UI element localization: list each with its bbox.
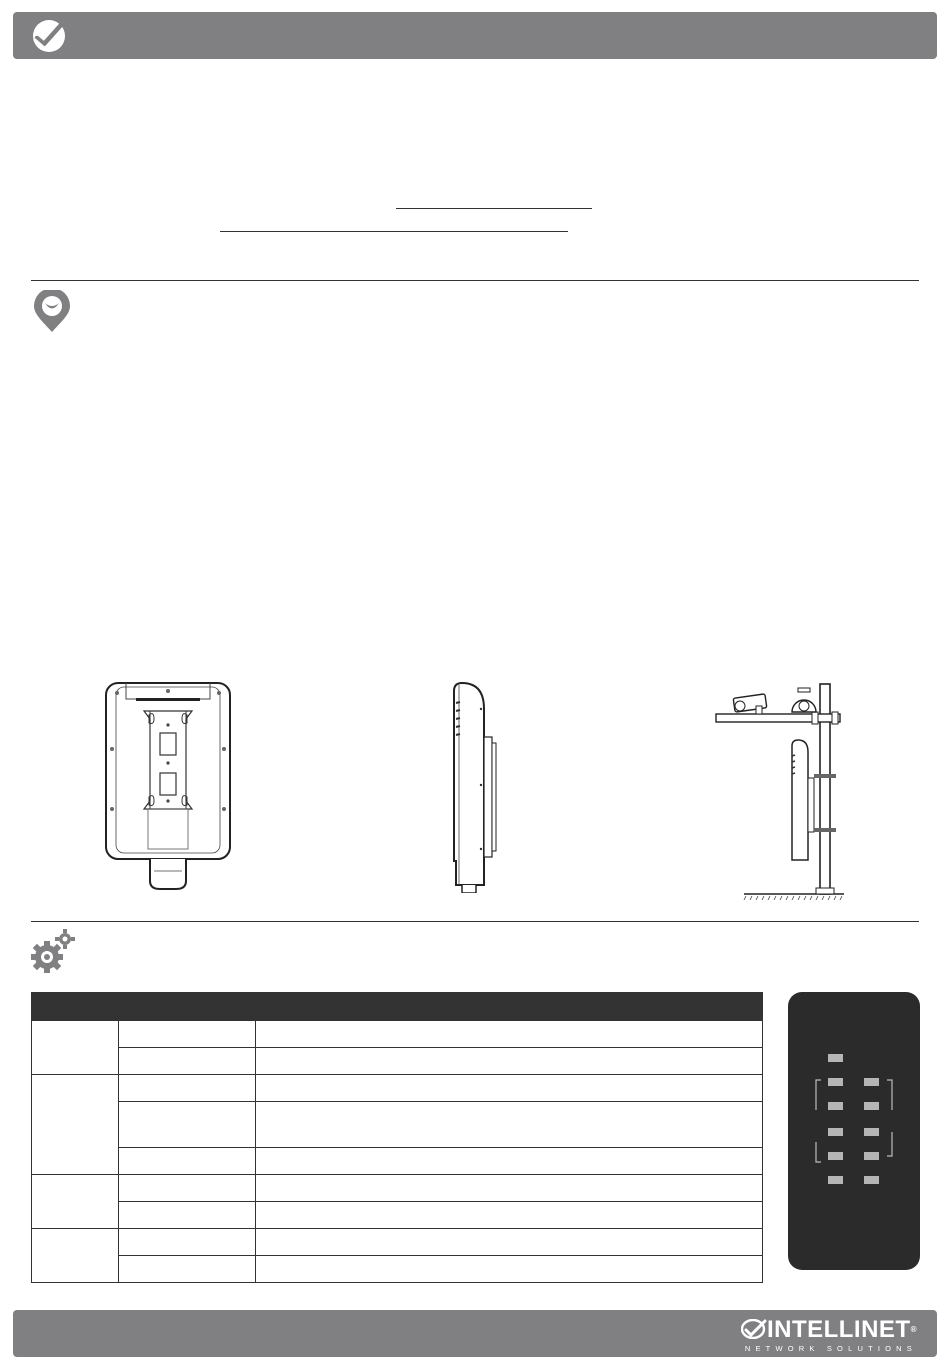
table-row [32,1048,763,1075]
table-row [32,1202,763,1229]
description-cell [256,1256,763,1283]
group-cell [32,1175,119,1229]
description-cell [256,1229,763,1256]
header-cell-description [256,993,763,1021]
status-cell [119,1021,256,1048]
led-panel-diagram [788,992,920,1270]
status-cell [119,1175,256,1202]
description-cell [256,1021,763,1048]
table-row [32,1075,763,1102]
header-cell-status [119,993,256,1021]
footer-bar [13,1310,937,1357]
table-row [32,1021,763,1048]
device-front-view [104,681,232,893]
group-cell [32,1075,119,1175]
table-row [32,1148,763,1175]
description-cell [256,1148,763,1175]
header-cell-led [32,993,119,1021]
status-cell [119,1075,256,1102]
status-cell [119,1256,256,1283]
status-cell [119,1048,256,1075]
status-cell [119,1202,256,1229]
device-side-view [448,681,500,893]
section-divider [31,921,919,922]
table-row [32,1102,763,1148]
map-pin-icon [31,290,73,339]
description-cell [256,1202,763,1229]
led-status-table [31,992,763,1283]
form-blank-line-2 [220,231,568,232]
description-cell [256,1048,763,1075]
group-cell [32,1021,119,1075]
status-cell [119,1148,256,1175]
description-cell [256,1175,763,1202]
description-cell [256,1102,763,1148]
table-row [32,1175,763,1202]
table-row [32,1256,763,1283]
pole-mount-illustration [712,682,844,900]
status-cell [119,1229,256,1256]
checkmark-icon [31,18,67,59]
intellinet-logo: INTELLINET® NETWORK SOLUTIONS [741,1317,917,1353]
gears-icon [31,929,75,980]
logo-checkmark-icon [741,1319,767,1339]
section-divider [31,280,919,281]
form-blank-line-1 [396,208,592,209]
description-cell [256,1075,763,1102]
led-group-brackets [788,992,920,1270]
group-cell [32,1229,119,1283]
header-bar [13,12,937,59]
table-row [32,1229,763,1256]
table-header-row [32,993,763,1021]
status-cell [119,1102,256,1148]
